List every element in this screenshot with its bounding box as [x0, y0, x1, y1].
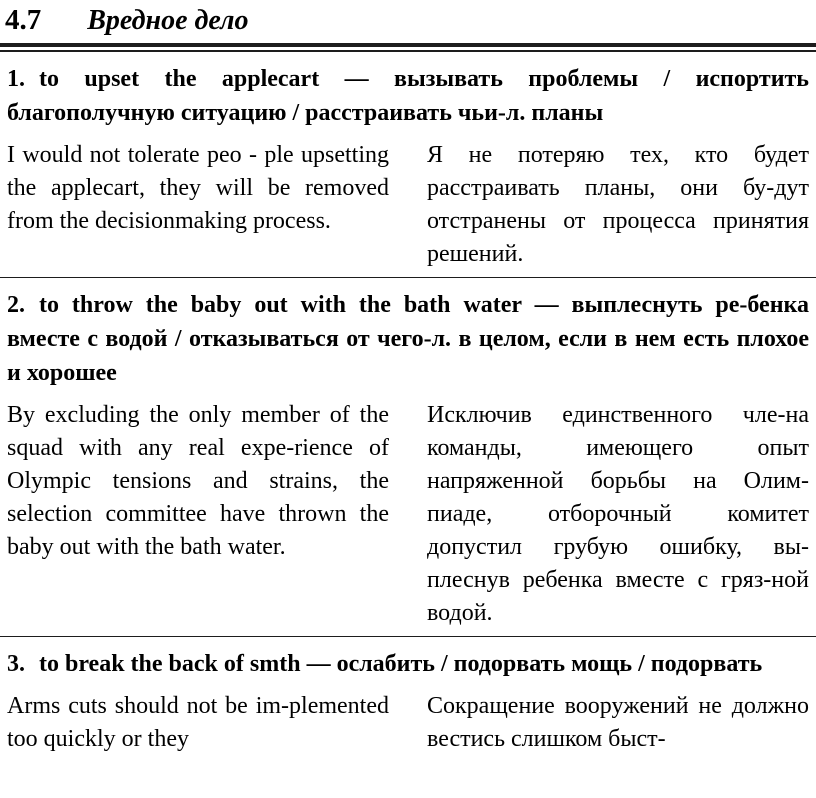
entry-3-columns [7, 690, 809, 756]
entry-2-number: 2. [7, 292, 25, 318]
entry-1-heading [7, 62, 809, 130]
entry-3 [0, 647, 816, 756]
entry-1-english-text: I would not tolerate peo - ple upsetting the applecart, they will be removed from the decisionmaking process. [7, 142, 389, 234]
entry-separator [0, 636, 816, 637]
entry-1-number: 1. [7, 66, 25, 92]
entry-3-english-text: Arms cuts should not be im-plemented too quickly or they [7, 693, 389, 752]
entry-2-heading-text: to throw the baby out with the bath water — выплеснуть ре-бенка вместе с водой / отказываться от чего-л. в целом, если в нем есть плохое и хорошее [7, 292, 809, 386]
entry-separator [0, 277, 816, 278]
section-number: 4.7 [5, 4, 42, 36]
entry-2-columns [7, 399, 809, 630]
entry-1-heading-text: to upset the applecart — вызывать проблемы / испортить благополучную ситуацию / расстраивать чьи-л. планы [7, 66, 809, 126]
entry-2-russian-text: Исключив единственного чле-на команды, имеющего опыт напряженной борьбы на Олим-пиаде, отборочный комитет допустил грубую ошибку, вы-плеснув ребенка вместе с гряз-ной водой. [427, 402, 809, 626]
entry-2-heading [7, 288, 809, 390]
entry-1 [0, 62, 816, 271]
section-header [0, 0, 816, 41]
entry-3-heading-text: to break the back of smth — ослабить / подорвать мощь / подорвать [39, 651, 763, 677]
section-title: Вредное дело [87, 5, 249, 36]
entry-2 [0, 288, 816, 630]
entry-3-number: 3. [7, 651, 25, 677]
entry-1-columns [7, 139, 809, 271]
entry-3-russian-text: Сокращение вооружений не должно вестись слишком быст- [427, 693, 809, 752]
entry-1-russian-text: Я не потеряю тех, кто будет расстраивать планы, они бу-дут отстранены от процесса принятия решений. [427, 142, 809, 267]
entry-2-english-text: By excluding the only member of the squad with any real expe-rience of Olympic tensions and strains, the selection committee have thrown the baby out with the bath water. [7, 402, 389, 560]
entry-3-heading [7, 647, 809, 681]
header-rule [0, 43, 816, 52]
